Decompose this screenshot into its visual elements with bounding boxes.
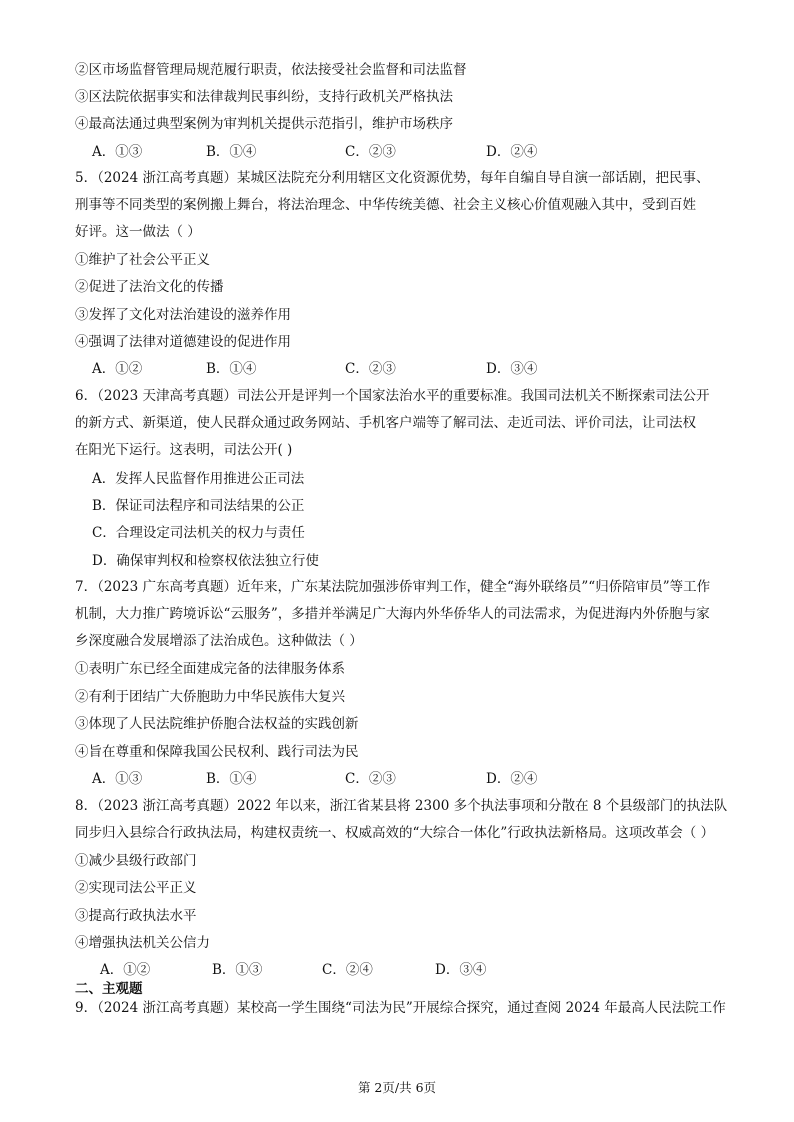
- q7-stem-line-3: 乡深度融合发展增添了法治成色。这种做法（ ）: [75, 633, 363, 649]
- q8-statement-2: ②实现司法公平正义: [75, 880, 197, 896]
- q6-option-b: B．保证司法程序和司法结果的公正: [92, 498, 305, 514]
- q7-statement-2: ②有利于团结广大侨胞助力中华民族伟大复兴: [75, 689, 345, 705]
- q6-stem-line-3: 在阳光下运行。这表明，司法公开( ): [75, 442, 293, 458]
- q4-option-c: C．②③: [345, 144, 396, 160]
- q7-stem-line-1: 7．（2023 广东高考真题）近年来，广东某法院加强涉侨审判工作，健全“海外联络员”“归侨陪审员”等工作: [75, 579, 711, 595]
- q4-statement-4: ④最高法通过典型案例为审判机关提供示范指引，维护市场秩序: [75, 116, 453, 132]
- q7-option-c: C．②③: [345, 771, 396, 787]
- q4-statement-3: ③区法院依据事实和法律裁判民事纠纷，支持行政机关严格执法: [75, 89, 453, 105]
- q4-option-a: A．①③: [92, 144, 143, 160]
- q5-stem-line-2: 刑事等不同类型的案例搬上舞台，将法治理念、中华传统美德、社会主义核心价值观融入其中，受到百姓: [75, 197, 696, 213]
- q4-option-d: D．②④: [486, 144, 538, 160]
- q5-statement-1: ①维护了社会公平正义: [75, 252, 210, 268]
- q5-stem-line-3: 好评。这一做法（ ）: [75, 224, 201, 240]
- q8-statement-4: ④增强执法机关公信力: [75, 935, 210, 951]
- q8-statement-3: ③提高行政执法水平: [75, 908, 197, 924]
- q5-stem-line-1: 5．（2024 浙江高考真题）某城区法院充分利用辖区文化资源优势，每年自编自导自演一部话剧，把民事、: [75, 170, 710, 186]
- q8-option-d: D．③④: [435, 962, 487, 978]
- q8-option-b: B．①③: [212, 962, 263, 978]
- q5-statement-2: ②促进了法治文化的传播: [75, 279, 224, 295]
- q7-statement-3: ③体现了人民法院维护侨胞合法权益的实践创新: [75, 716, 359, 732]
- q8-statement-1: ①减少县级行政部门: [75, 853, 197, 869]
- q5-option-b: B．①④: [206, 361, 257, 377]
- q5-option-d: D．③④: [486, 361, 538, 377]
- q9-stem-line-1: 9．（2024 浙江高考真题）某校高一学生围绕“司法为民”开展综合探究，通过查阅 2024 年最高人民法院工作: [75, 1000, 726, 1016]
- q5-option-a: A．①②: [92, 361, 143, 377]
- q8-option-a: A．①②: [100, 962, 151, 978]
- q8-option-c: C．②④: [322, 962, 373, 978]
- q8-stem-line-1: 8．（2023 浙江高考真题）2022 年以来，浙江省某县将 2300 多个执法事项和分散在 8 个县级部门的执法队: [75, 798, 728, 814]
- q5-option-c: C．②③: [345, 361, 396, 377]
- q6-stem-line-1: 6．（2023 天津高考真题）司法公开是评判一个国家法治水平的重要标准。我国司法机关不断探索司法公开: [75, 388, 710, 404]
- q7-option-b: B．①④: [206, 771, 257, 787]
- q7-statement-1: ①表明广东已经全面建成完备的法律服务体系: [75, 661, 345, 677]
- q5-statement-3: ③发挥了文化对法治建设的滋养作用: [75, 307, 291, 323]
- q7-statement-4: ④旨在尊重和保障我国公民权利、践行司法为民: [75, 744, 359, 760]
- q6-option-a: A．发挥人民监督作用推进公正司法: [92, 471, 305, 487]
- page-footer: 第 2页/共 6页: [357, 1080, 437, 1095]
- q6-option-d: D．确保审判权和检察权依法独立行使: [92, 553, 319, 569]
- section-title: 二、主观题: [75, 981, 143, 997]
- q7-option-a: A．①③: [92, 771, 143, 787]
- q5-statement-4: ④强调了法律对道德建设的促进作用: [75, 334, 291, 350]
- q6-option-c: C．合理设定司法机关的权力与责任: [92, 525, 305, 541]
- q8-stem-line-2: 同步归入县综合行政执法局，构建权责统一、权威高效的“大综合一体化”行政执法新格局。这项改革会（ ）: [75, 825, 715, 841]
- q7-option-d: D．②④: [486, 771, 538, 787]
- q4-option-b: B．①④: [206, 144, 257, 160]
- q6-stem-line-2: 的新方式、新渠道，使人民群众通过政务网站、手机客户端等了解司法、走近司法、评价司法，让司法权: [75, 415, 696, 431]
- q7-stem-line-2: 机制，大力推广跨境诉讼“云服务”，多措并举满足广大海内外华侨华人的司法需求，为促进海内外侨胞与家: [75, 606, 710, 622]
- q4-statement-2: ②区市场监督管理局规范履行职责，依法接受社会监督和司法监督: [75, 62, 467, 78]
